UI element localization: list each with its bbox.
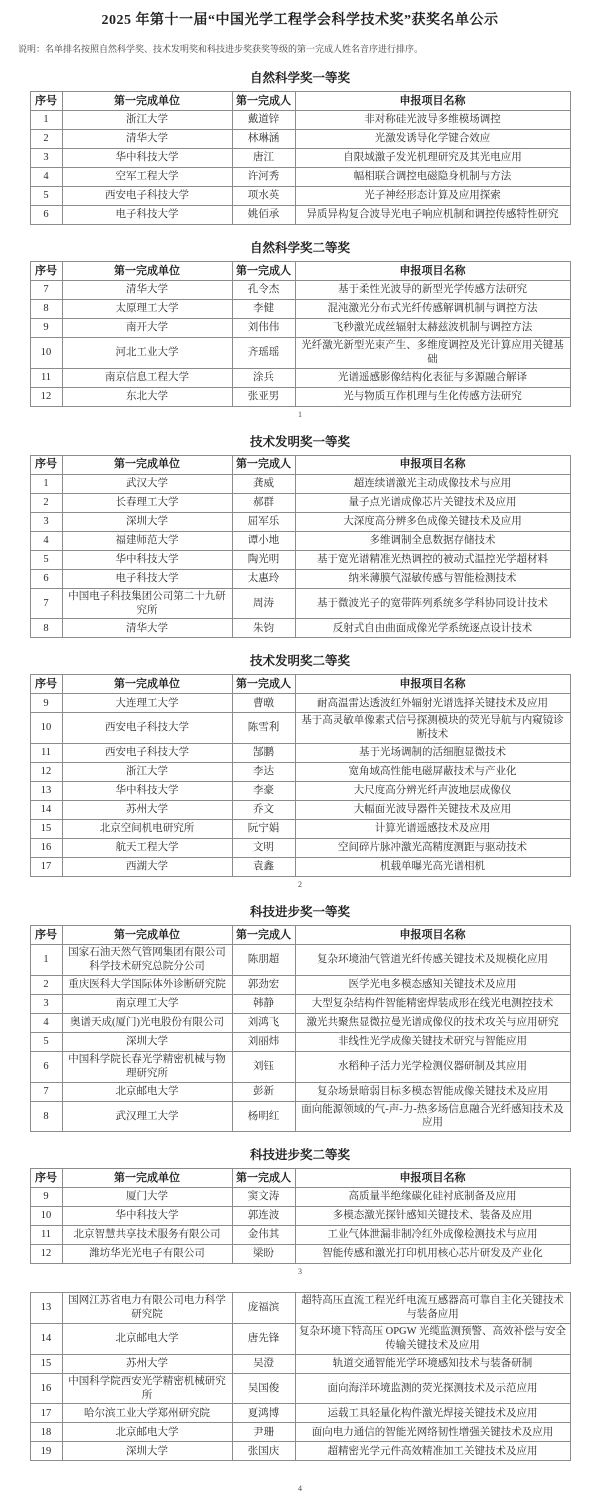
table-row — [30, 1032, 570, 1051]
table-row — [30, 994, 570, 1013]
column-header: 第一完成人 — [232, 1169, 295, 1188]
first-unit-cell: 航天工程大学 — [62, 839, 232, 858]
first-unit-cell: 重庆医科大学国际体外诊断研究院 — [62, 975, 232, 994]
table-row — [30, 619, 570, 638]
project-name-cell: 光纤激光新型光束产生、多维度调控及光计算应用关键基础 — [295, 338, 570, 369]
project-name-cell: 复杂环境下特高压 OPGW 光缆监测预警、高效补偿与安全传输关键技术及应用 — [295, 1324, 570, 1355]
first-person-cell: 金伟其 — [232, 1226, 295, 1245]
project-name-cell: 自限域激子发光机理研究及其光电应用 — [295, 149, 570, 168]
row-number-cell: 1 — [30, 474, 62, 493]
row-number-cell: 7 — [30, 588, 62, 619]
first-unit-cell: 西安电子科技大学 — [62, 744, 232, 763]
first-unit-cell: 西湖大学 — [62, 858, 232, 877]
section-natural-science-award-second-prize — [0, 238, 600, 419]
project-name-cell: 高质量半绝缘碳化硅衬底制备及应用 — [295, 1188, 570, 1207]
section-title: 技术发明奖一等奖 — [249, 434, 350, 449]
table-row — [30, 1226, 570, 1245]
row-number-cell: 7 — [30, 1082, 62, 1101]
table-row — [30, 839, 570, 858]
table-row — [30, 368, 570, 387]
table-row — [30, 111, 570, 130]
first-unit-cell: 中国电子科技集团公司第二十九研究所 — [62, 588, 232, 619]
first-unit-cell: 河北工业大学 — [62, 338, 232, 369]
first-person-cell: 乔文 — [232, 801, 295, 820]
column-header: 第一完成单位 — [62, 262, 232, 281]
project-name-cell: 光谱遥感影像结构化表征与多源融合解译 — [295, 368, 570, 387]
column-header: 申报项目名称 — [295, 1169, 570, 1188]
row-number-cell: 3 — [30, 512, 62, 531]
row-number-cell: 17 — [30, 1404, 62, 1423]
table-row — [30, 531, 570, 550]
first-person-cell: 唐先锋 — [232, 1324, 295, 1355]
column-header: 序号 — [30, 1169, 62, 1188]
project-name-cell: 复杂场景暗弱目标多模态智能成像关键技术及应用 — [295, 1082, 570, 1101]
header-row — [30, 675, 570, 694]
project-name-cell: 医学光电多模态感知关键技术及应用 — [295, 975, 570, 994]
first-unit-cell: 北京智慧共享技术服务有限公司 — [62, 1226, 232, 1245]
first-person-cell: 唐江 — [232, 149, 295, 168]
table-row — [30, 1101, 570, 1132]
section-title: 技术发明奖二等奖 — [249, 654, 350, 669]
first-person-cell: 郝群 — [232, 493, 295, 512]
first-unit-cell: 北京空间机电研究所 — [62, 820, 232, 839]
table-row — [30, 550, 570, 569]
first-person-cell: 谭小地 — [232, 531, 295, 550]
row-number-cell: 10 — [30, 1207, 62, 1226]
row-number-cell: 3 — [30, 149, 62, 168]
row-number-cell: 19 — [30, 1442, 62, 1461]
project-name-cell: 面向能源领域的气-声-力-热多场信息融合光纤感知技术及应用 — [295, 1101, 570, 1132]
section-technical-invention-award-first-prize — [0, 432, 600, 639]
row-number-cell: 11 — [30, 744, 62, 763]
section-sci-tech-progress-award-first-prize — [0, 902, 600, 1132]
first-unit-cell: 南京信息工程大学 — [62, 368, 232, 387]
section-sci-tech-progress-award-second-prize — [0, 1145, 600, 1276]
column-header: 第一完成人 — [232, 92, 295, 111]
first-unit-cell: 苏州大学 — [62, 1354, 232, 1373]
row-number-cell: 10 — [30, 713, 62, 744]
row-number-cell: 12 — [30, 387, 62, 406]
first-person-cell: 袁鑫 — [232, 858, 295, 877]
table-row — [30, 1423, 570, 1442]
table-row — [30, 713, 570, 744]
column-header: 序号 — [30, 455, 62, 474]
first-unit-cell: 华中科技大学 — [62, 782, 232, 801]
first-person-cell: 陶光明 — [232, 550, 295, 569]
project-name-cell: 机载单曝光高光谱相机 — [295, 858, 570, 877]
row-number-cell: 1 — [30, 111, 62, 130]
column-header: 申报项目名称 — [295, 455, 570, 474]
row-number-cell: 15 — [30, 820, 62, 839]
project-name-cell: 混沌激光分布式光纤传感解调机制与调控方法 — [295, 300, 570, 319]
first-unit-cell: 哈尔滨工业大学郑州研究院 — [62, 1404, 232, 1423]
project-name-cell: 基于微波光子的宽带阵列系统多学科协同设计技术 — [295, 588, 570, 619]
project-name-cell: 面向海洋环境监测的荧光探测技术及示范应用 — [295, 1373, 570, 1404]
page-number: 2 — [298, 880, 302, 890]
first-unit-cell: 厦门大学 — [62, 1188, 232, 1207]
first-unit-cell: 中国科学院长春光学精密机械与物理研究所 — [62, 1051, 232, 1082]
first-person-cell: 文明 — [232, 839, 295, 858]
first-person-cell: 太惠玲 — [232, 569, 295, 588]
column-header: 申报项目名称 — [295, 92, 570, 111]
column-header: 第一完成人 — [232, 675, 295, 694]
project-name-cell: 大型复杂结构件智能精密焊装成形在线光电测控技术 — [295, 994, 570, 1013]
table-row — [30, 130, 570, 149]
table-row — [30, 1404, 570, 1423]
table-row — [30, 1245, 570, 1264]
project-name-cell: 幅相联合调控电磁隐身机制与方法 — [295, 168, 570, 187]
project-name-cell: 复杂环境油气管道光纤传感关键技术及规模化应用 — [295, 945, 570, 976]
project-name-cell: 基于高灵敏单像素式信号探测模块的荧光导航与内窥镜诊断技术 — [295, 713, 570, 744]
row-number-cell: 8 — [30, 300, 62, 319]
table-row — [30, 858, 570, 877]
first-unit-cell: 深圳大学 — [62, 1442, 232, 1461]
row-number-cell: 9 — [30, 319, 62, 338]
first-person-cell: 林琳涵 — [232, 130, 295, 149]
table-row — [30, 588, 570, 619]
project-name-cell: 轨道交通智能光学环境感知技术与装备研制 — [295, 1354, 570, 1373]
award-table — [30, 455, 571, 639]
header-row — [30, 455, 570, 474]
project-name-cell: 飞秒激光成丝辐射太赫兹波机制与调控方法 — [295, 319, 570, 338]
table-row — [30, 300, 570, 319]
first-unit-cell: 苏州大学 — [62, 801, 232, 820]
first-person-cell: 戴道锌 — [232, 111, 295, 130]
first-person-cell: 刘伟伟 — [232, 319, 295, 338]
table-row — [30, 1051, 570, 1082]
table-row — [30, 763, 570, 782]
row-number-cell: 12 — [30, 1245, 62, 1264]
row-number-cell: 4 — [30, 168, 62, 187]
table-row — [30, 569, 570, 588]
row-number-cell: 5 — [30, 1032, 62, 1051]
first-unit-cell: 福建师范大学 — [62, 531, 232, 550]
table-row — [30, 281, 570, 300]
row-number-cell: 17 — [30, 858, 62, 877]
project-name-cell: 工业气体泄漏非制冷红外成像检测技术与应用 — [295, 1226, 570, 1245]
project-name-cell: 超精密光学元件高效精准加工关键技术及应用 — [295, 1442, 570, 1461]
column-header: 申报项目名称 — [295, 926, 570, 945]
first-unit-cell: 中国科学院西安光学精密机械研究所 — [62, 1373, 232, 1404]
column-header: 第一完成人 — [232, 262, 295, 281]
award-table — [30, 1168, 571, 1264]
first-unit-cell: 空军工程大学 — [62, 168, 232, 187]
first-unit-cell: 清华大学 — [62, 619, 232, 638]
table-row — [30, 820, 570, 839]
row-number-cell: 10 — [30, 338, 62, 369]
first-person-cell: 尹珊 — [232, 1423, 295, 1442]
table-row — [30, 1207, 570, 1226]
row-number-cell: 9 — [30, 1188, 62, 1207]
project-name-cell: 基于柔性光波导的新型光学传感方法研究 — [295, 281, 570, 300]
sorting-note: 说明：名单排名按照自然科学奖、技术发明奖和科技进步奖获奖等级的第一完成人姓名音序进行排序。 — [18, 44, 424, 54]
first-person-cell: 郜鹏 — [232, 744, 295, 763]
table-row — [30, 493, 570, 512]
row-number-cell: 15 — [30, 1354, 62, 1373]
header-row — [30, 926, 570, 945]
row-number-cell: 5 — [30, 550, 62, 569]
first-person-cell: 阮宁娟 — [232, 820, 295, 839]
first-unit-cell: 清华大学 — [62, 130, 232, 149]
award-table — [30, 925, 571, 1132]
row-number-cell: 6 — [30, 569, 62, 588]
column-header: 第一完成单位 — [62, 926, 232, 945]
first-unit-cell: 奥谱天成(厦门)光电股份有限公司 — [62, 1013, 232, 1032]
first-unit-cell: 西安电子科技大学 — [62, 187, 232, 206]
first-unit-cell: 武汉理工大学 — [62, 1101, 232, 1132]
project-name-cell: 异质异构复合波导光电子响应机制和调控传感特性研究 — [295, 206, 570, 225]
project-name-cell: 面向电力通信的智能光网络韧性增强关键技术及应用 — [295, 1423, 570, 1442]
first-person-cell: 李豪 — [232, 782, 295, 801]
first-person-cell: 张亚男 — [232, 387, 295, 406]
project-name-cell: 超特高压直流工程光纤电流互感器高可靠自主化关键技术与装备应用 — [295, 1293, 570, 1324]
first-person-cell: 郭连波 — [232, 1207, 295, 1226]
first-person-cell: 张国庆 — [232, 1442, 295, 1461]
award-table — [30, 261, 571, 407]
first-unit-cell: 华中科技大学 — [62, 550, 232, 569]
column-header: 第一完成单位 — [62, 675, 232, 694]
first-person-cell: 吴澄 — [232, 1354, 295, 1373]
first-person-cell: 陈朋超 — [232, 945, 295, 976]
first-person-cell: 刘钰 — [232, 1051, 295, 1082]
column-header: 第一完成人 — [232, 455, 295, 474]
first-person-cell: 庞福滨 — [232, 1293, 295, 1324]
first-person-cell: 郭劲宏 — [232, 975, 295, 994]
table-row — [30, 1188, 570, 1207]
row-number-cell: 14 — [30, 1324, 62, 1355]
row-number-cell: 1 — [30, 945, 62, 976]
first-person-cell: 屈军乐 — [232, 512, 295, 531]
column-header: 第一完成单位 — [62, 92, 232, 111]
column-header: 序号 — [30, 926, 62, 945]
first-unit-cell: 南京理工大学 — [62, 994, 232, 1013]
project-name-cell: 光子神经形态计算及应用探索 — [295, 187, 570, 206]
first-person-cell: 吴国俊 — [232, 1373, 295, 1404]
table-row — [30, 1293, 570, 1324]
row-number-cell: 2 — [30, 493, 62, 512]
section-title: 自然科学奖一等奖 — [249, 71, 350, 85]
table-row — [30, 1442, 570, 1461]
first-unit-cell: 深圳大学 — [62, 512, 232, 531]
first-person-cell: 刘丽炜 — [232, 1032, 295, 1051]
column-header: 申报项目名称 — [295, 675, 570, 694]
first-unit-cell: 深圳大学 — [62, 1032, 232, 1051]
award-table — [30, 91, 571, 225]
row-number-cell: 9 — [30, 694, 62, 713]
first-person-cell: 李健 — [232, 300, 295, 319]
column-header: 申报项目名称 — [295, 262, 570, 281]
first-person-cell: 李达 — [232, 763, 295, 782]
project-name-cell: 计算光谱遥感技术及应用 — [295, 820, 570, 839]
table-row — [30, 474, 570, 493]
column-header: 序号 — [30, 675, 62, 694]
row-number-cell: 11 — [30, 1226, 62, 1245]
page-title: 2025 年第十一届“中国光学工程学会科学技术奖”获奖名单公示 — [101, 13, 499, 28]
first-unit-cell: 南开大学 — [62, 319, 232, 338]
project-name-cell: 反射式自由曲面成像光学系统逐点设计技术 — [295, 619, 570, 638]
project-name-cell: 宽角域高性能电磁屏蔽技术与产业化 — [295, 763, 570, 782]
table-row — [30, 1013, 570, 1032]
first-person-cell: 曹暾 — [232, 694, 295, 713]
project-name-cell: 激光共聚焦显微拉曼光谱成像仪的技术攻关与应用研究 — [295, 1013, 570, 1032]
row-number-cell: 7 — [30, 281, 62, 300]
project-name-cell: 基于宽光谱精准光热调控的被动式温控光学超材料 — [295, 550, 570, 569]
project-name-cell: 基于光场调制的活细胞显微技术 — [295, 744, 570, 763]
first-person-cell: 孔令杰 — [232, 281, 295, 300]
table-row — [30, 187, 570, 206]
first-unit-cell: 西安电子科技大学 — [62, 713, 232, 744]
page-number: 3 — [298, 1267, 302, 1277]
first-person-cell: 龚威 — [232, 474, 295, 493]
section-sci-tech-progress-award-second-prize-continued — [0, 1292, 600, 1461]
row-number-cell: 16 — [30, 839, 62, 858]
row-number-cell: 6 — [30, 1051, 62, 1082]
table-row — [30, 206, 570, 225]
first-person-cell: 朱钧 — [232, 619, 295, 638]
column-header: 第一完成人 — [232, 926, 295, 945]
table-row — [30, 387, 570, 406]
row-number-cell: 4 — [30, 1013, 62, 1032]
table-row — [30, 801, 570, 820]
first-unit-cell: 国家石油天然气管网集团有限公司科学技术研究总院分公司 — [62, 945, 232, 976]
first-unit-cell: 北京邮电大学 — [62, 1423, 232, 1442]
first-person-cell: 齐瑶瑶 — [232, 338, 295, 369]
first-unit-cell: 浙江大学 — [62, 111, 232, 130]
row-number-cell: 13 — [30, 782, 62, 801]
first-person-cell: 韩静 — [232, 994, 295, 1013]
table-row — [30, 945, 570, 976]
first-unit-cell: 长春理工大学 — [62, 493, 232, 512]
first-person-cell: 许河秀 — [232, 168, 295, 187]
table-row — [30, 1373, 570, 1404]
table-row — [30, 512, 570, 531]
project-name-cell: 耐高温雷达透波红外辐射光谱选择关键技术及应用 — [295, 694, 570, 713]
table-row — [30, 744, 570, 763]
row-number-cell: 16 — [30, 1373, 62, 1404]
table-row — [30, 168, 570, 187]
first-person-cell: 刘鸿飞 — [232, 1013, 295, 1032]
first-person-cell: 夏鸿博 — [232, 1404, 295, 1423]
table-row — [30, 1354, 570, 1373]
first-unit-cell: 清华大学 — [62, 281, 232, 300]
table-row — [30, 975, 570, 994]
first-person-cell: 项水英 — [232, 187, 295, 206]
table-row — [30, 319, 570, 338]
row-number-cell: 5 — [30, 187, 62, 206]
first-unit-cell: 华中科技大学 — [62, 1207, 232, 1226]
header-row — [30, 262, 570, 281]
section-title: 自然科学奖二等奖 — [249, 241, 350, 255]
table-row — [30, 338, 570, 369]
first-unit-cell: 北京邮电大学 — [62, 1082, 232, 1101]
first-person-cell: 涂兵 — [232, 368, 295, 387]
row-number-cell: 4 — [30, 531, 62, 550]
project-name-cell: 多模态激光探针感知关键技术、装备及应用 — [295, 1207, 570, 1226]
header-row — [30, 1169, 570, 1188]
project-name-cell: 非线性光学成像关键技术研究与智能应用 — [295, 1032, 570, 1051]
row-number-cell: 8 — [30, 619, 62, 638]
first-unit-cell: 国网江苏省电力有限公司电力科学研究院 — [62, 1293, 232, 1324]
first-person-cell: 姚佰承 — [232, 206, 295, 225]
row-number-cell: 2 — [30, 130, 62, 149]
project-name-cell: 非对称硅光波导多维模场调控 — [295, 111, 570, 130]
header-row — [30, 92, 570, 111]
award-table — [30, 1292, 571, 1461]
row-number-cell: 3 — [30, 994, 62, 1013]
table-row — [30, 1082, 570, 1101]
first-person-cell: 彭新 — [232, 1082, 295, 1101]
row-number-cell: 12 — [30, 763, 62, 782]
project-name-cell: 水稻种子活力光学检测仪器研制及其应用 — [295, 1051, 570, 1082]
project-name-cell: 光激发诱导化学键合效应 — [295, 130, 570, 149]
award-table — [30, 674, 571, 877]
table-row — [30, 694, 570, 713]
column-header: 第一完成单位 — [62, 455, 232, 474]
first-unit-cell: 北京邮电大学 — [62, 1324, 232, 1355]
project-name-cell: 大尺度高分辨光纤声波地层成像仪 — [295, 782, 570, 801]
project-name-cell: 超连续谱激光主动成像技术与应用 — [295, 474, 570, 493]
project-name-cell: 多维调制全息数据存储技术 — [295, 531, 570, 550]
table-row — [30, 782, 570, 801]
table-row — [30, 1324, 570, 1355]
column-header: 序号 — [30, 262, 62, 281]
section-title: 科技进步奖二等奖 — [249, 1148, 350, 1163]
row-number-cell: 11 — [30, 368, 62, 387]
first-unit-cell: 华中科技大学 — [62, 149, 232, 168]
project-name-cell: 大深度高分辨多色成像关键技术及应用 — [295, 512, 570, 531]
row-number-cell: 2 — [30, 975, 62, 994]
first-person-cell: 周涛 — [232, 588, 295, 619]
project-name-cell: 运载工具轻量化构件激光焊接关键技术及应用 — [295, 1404, 570, 1423]
project-name-cell: 量子点光谱成像芯片关键技术及应用 — [295, 493, 570, 512]
project-name-cell: 大幅面光波导器件关键技术及应用 — [295, 801, 570, 820]
row-number-cell: 13 — [30, 1293, 62, 1324]
table-row — [30, 149, 570, 168]
first-unit-cell: 武汉大学 — [62, 474, 232, 493]
footer-page-number: 4 — [298, 1484, 302, 1493]
first-unit-cell: 电子科技大学 — [62, 569, 232, 588]
first-unit-cell: 大连理工大学 — [62, 694, 232, 713]
row-number-cell: 18 — [30, 1423, 62, 1442]
row-number-cell: 14 — [30, 801, 62, 820]
section-technical-invention-award-second-prize — [0, 651, 600, 889]
page-number: 1 — [298, 409, 302, 419]
project-name-cell: 智能传感和激光打印机用核心芯片研发及产业化 — [295, 1245, 570, 1264]
row-number-cell: 6 — [30, 206, 62, 225]
project-name-cell: 纳米薄膜气湿敏传感与智能检测技术 — [295, 569, 570, 588]
project-name-cell: 光与物质互作机理与生化传感方法研究 — [295, 387, 570, 406]
first-person-cell: 陈雪利 — [232, 713, 295, 744]
section-natural-science-award-first-prize — [0, 68, 600, 225]
first-unit-cell: 太原理工大学 — [62, 300, 232, 319]
first-unit-cell: 浙江大学 — [62, 763, 232, 782]
column-header: 序号 — [30, 92, 62, 111]
first-person-cell: 杨明红 — [232, 1101, 295, 1132]
first-person-cell: 梁盼 — [232, 1245, 295, 1264]
column-header: 第一完成单位 — [62, 1169, 232, 1188]
first-unit-cell: 潍坊华光光电子有限公司 — [62, 1245, 232, 1264]
first-unit-cell: 东北大学 — [62, 387, 232, 406]
first-unit-cell: 电子科技大学 — [62, 206, 232, 225]
section-title: 科技进步奖一等奖 — [249, 905, 350, 920]
project-name-cell: 空间碎片脉冲激光高精度测距与驱动技术 — [295, 839, 570, 858]
row-number-cell: 8 — [30, 1101, 62, 1132]
first-person-cell: 窦文涛 — [232, 1188, 295, 1207]
